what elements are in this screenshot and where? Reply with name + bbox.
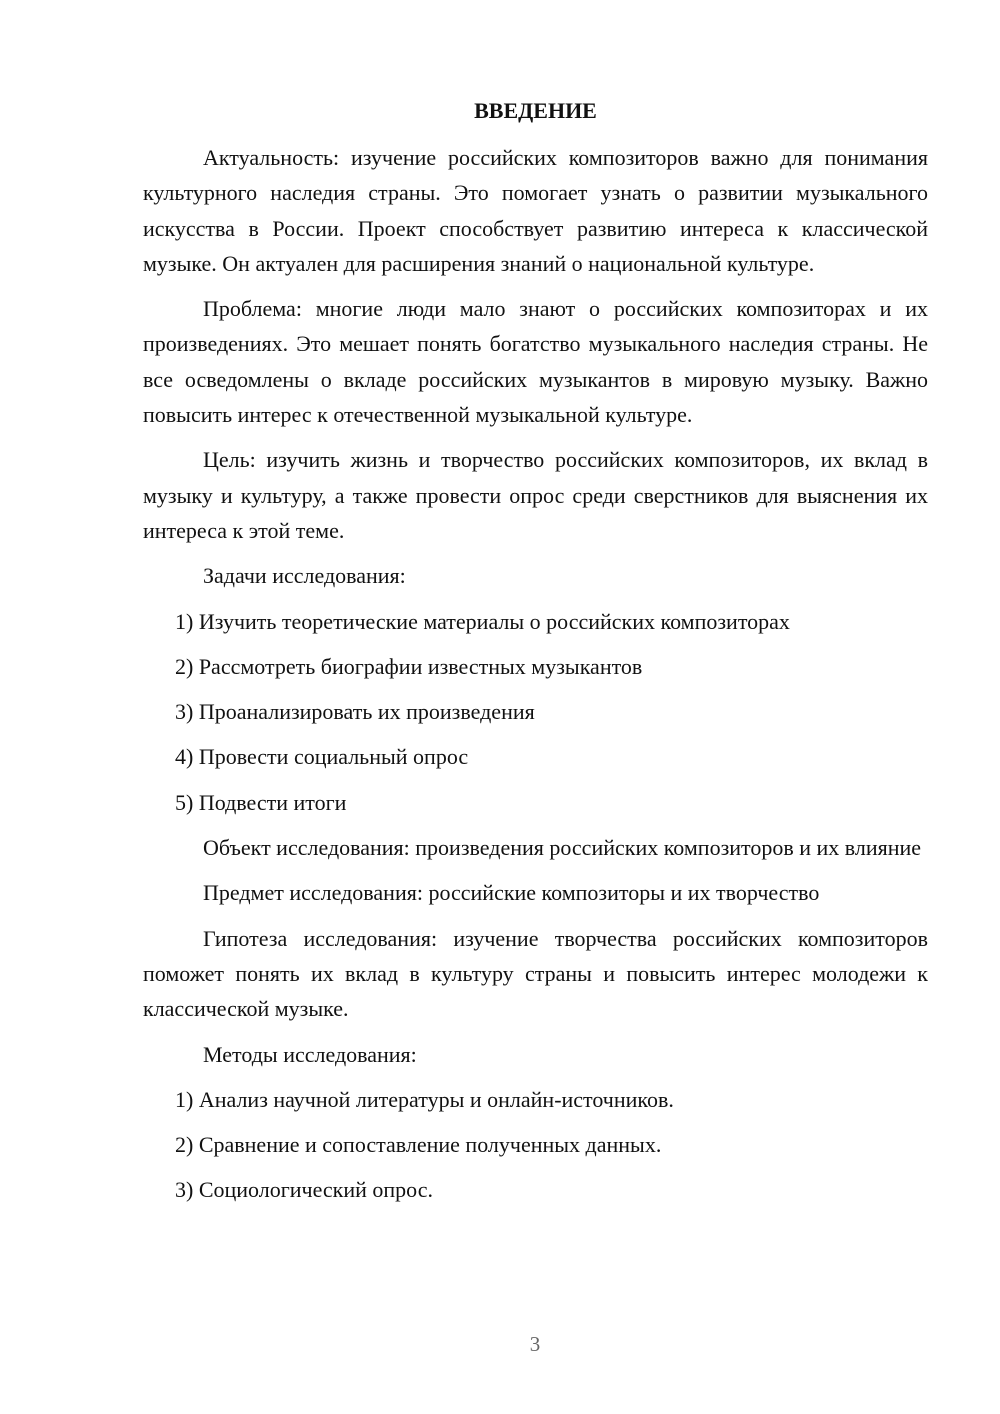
list-item: 5) Подвести итоги [175,789,347,815]
list-item: 1) Изучить теоретические материалы о российских композиторах [175,608,790,634]
list-item: 2) Рассмотреть биографии известных музыкантов [175,653,643,679]
methods-list [143,1082,928,1208]
list-item: 3) Проанализировать их произведения [175,699,535,725]
paragraph-object: Объект исследования: произведения российских композиторов и их влияние [203,835,922,861]
paragraph-subject: Предмет исследования: российские композиторы и их творчество [203,880,820,906]
paragraph-problem: Проблема: многие люди мало знают о российских композиторах и их произведениях. Это мешает понять богатство музыкального наследия страны. Не все осведомлены о вкладе российских музыкантов в мировую музыку. Важно повысить интерес к отечественной музыкальной культуре. [143,296,928,428]
list-item: 3) Социологический опрос. [175,1177,433,1203]
list-item: 1) Анализ научной литературы и онлайн-источников. [175,1086,674,1112]
paragraph-goal: Цель: изучить жизнь и творчество российских композиторов, их вклад в музыку и культуру, а также провести опрос среди сверстников для выяснения их интереса к этой теме. [143,447,928,543]
tasks-list [143,604,928,820]
page-number: 3 [529,1332,541,1356]
list-item: 2) Сравнение и сопоставление полученных данных. [175,1132,662,1158]
list-item: 4) Провести социальный опрос [175,744,469,770]
paragraph-hypothesis: Гипотеза исследования: изучение творчества российских композиторов поможет понять их вклад в культуру страны и повысить интерес молодежи к классической музыке. [143,925,928,1022]
document-page [143,94,928,1218]
tasks-heading: Задачи исследования: [203,563,406,589]
methods-heading: Методы исследования: [203,1041,417,1067]
page-title: ВВЕДЕНИЕ [474,98,597,123]
paragraph-relevance: Актуальность: изучение российских композиторов важно для понимания культурного наследия страны. Это помогает узнать о развитии музыкального искусства в России. Проект способствует развитию интереса к классической музыке. Он актуален для расширения знаний о национальной культуре. [143,145,928,276]
